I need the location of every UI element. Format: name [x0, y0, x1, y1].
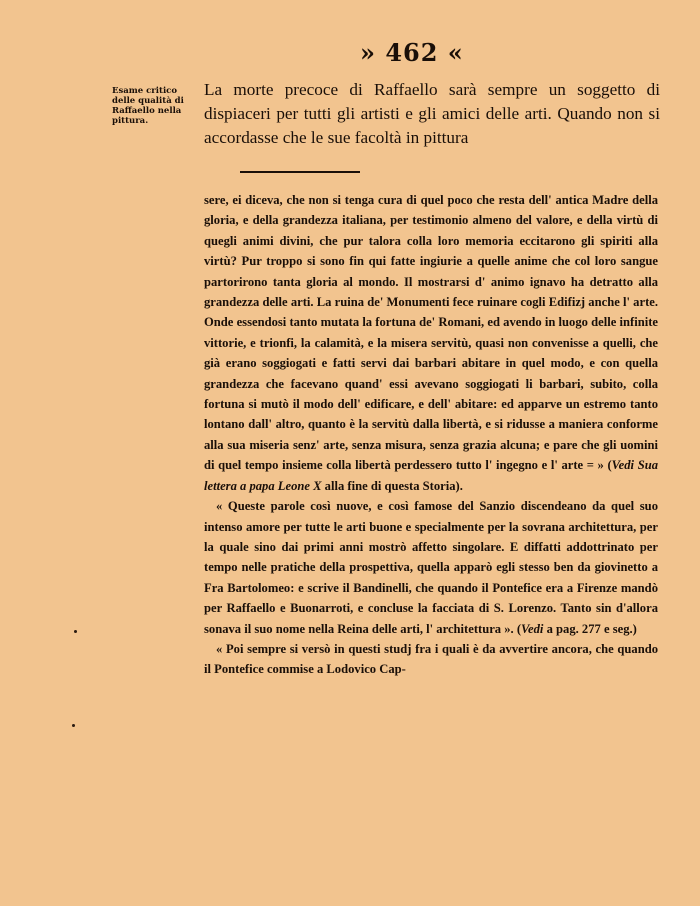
paragraph-2-tail: a pag. 277 e seg.): [543, 621, 637, 636]
speck-mark: [72, 724, 75, 727]
intro-text: La morte precoce di Raffaello sarà sempre un soggetto di dispiaceri per tutti gli artisti e gli amici delle arti. Quando non si accordasse che le sue facoltà in pittura: [204, 80, 660, 147]
section-divider: [240, 171, 360, 173]
speck-mark: [74, 630, 77, 633]
paragraph-3: « Poi sempre si versò in questi studj fra i quali è da avvertire ancora, che quando il Pontefice commise a Lodovico Cap-: [204, 641, 658, 677]
page-number: » 462 «: [360, 38, 464, 67]
intro-paragraph: [204, 78, 660, 150]
paragraph-2-main: « Queste parole così nuove, e così famose del Sanzio discendeano da quel suo intenso amore per tutte le arti buone e specialmente per la sovrana architettura, per la quale sino dai primi anni mostrò affetto singolare. E diffatti addottrinato per tempo nelle pratiche della prospettiva, quella apparò egli stesso ben da giovinetto a Fra Bartolomeo: e scrive il Bandinelli, che quando il Pontefice era a Firenze mandò per Raffaello e Buonarroti, e concluse la facciata di S. Lorenzo. Tanto sin d'allora sonava il suo nome nella Reina delle arti, l' architettura ». (: [204, 499, 658, 636]
body-text: [204, 190, 658, 680]
paragraph-1-main: sere, ei diceva, che non si tenga cura di quel poco che resta dell' antica Madre della gloria, e della grandezza italiana, per testimonio almeno del valore, e della virtù di quegli animi divini, che pur talora colla loro memoria eccitarono gli spiriti alla virtù? Pur troppo si sono fin qui fatte ingiurie a quelle anime che col loro sangue partorirono tanta gloria al mondo. Il mostrarsi d' animo ignavo ha detratto alla grandezza delle arti. La ruina de' Monumenti fece ruinare cogli Edifizj anche l' arte. Onde essendosi tanto mutata la fortuna de' Romani, ed avendo in luogo delle infinite vittorie, e trionfi, la calamità, e la misera servitù, quasi non convenisse a quelli, che già erano soggiogati e fatti servi dai barbari abitare in quel modo, e con quella grandezza che facevano quand' essi avevano soggiogati li barbari, subito, colla fortuna si mutò il modo dell' edificare, e dell' abitare: ed apparve un estremo tanto lontano dall' altro, quanto è la servitù dalla libertà, e si ridusse a maniera conforme alla sua miseria senz' arte, senza misura, senza grazia alcuna; e pare che gli uomini di quel tempo insieme colla libertà perdessero tutto l' ingegno e l' arte = » (: [204, 193, 658, 473]
paragraph-1-citation: Vedi Sua lettera a papa Leone X: [204, 458, 658, 493]
paragraph-2-citation: Vedi: [521, 621, 544, 636]
margin-note: Esame critico delle qualità di Raffaello nella pittura.: [112, 86, 184, 126]
paragraph-1-tail: alla fine di questa Storia).: [321, 478, 463, 493]
paragraph-2: [204, 496, 658, 639]
paragraph-1: [204, 190, 658, 496]
